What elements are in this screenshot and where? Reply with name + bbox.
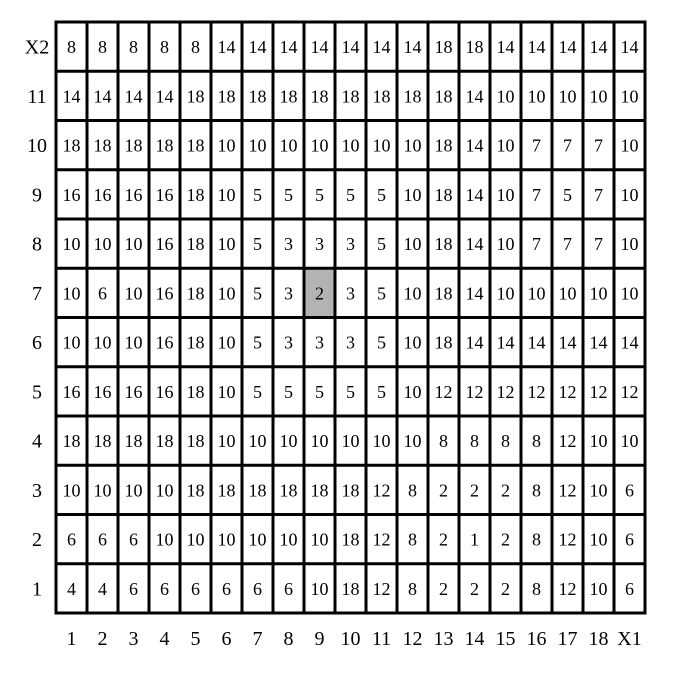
grid-cell-value: 18 — [341, 529, 360, 550]
grid-cell-value: 14 — [310, 37, 329, 58]
grid-cell-value: 10 — [93, 332, 112, 353]
column-label: 11 — [371, 628, 392, 650]
grid-cell-value: 10 — [496, 135, 515, 156]
grid-cell-value: 18 — [434, 37, 453, 58]
grid-cell-value: 10 — [403, 234, 422, 255]
grid-cell-value: 10 — [620, 135, 639, 156]
grid-cell-value: 12 — [558, 381, 577, 402]
grid-cell-value: 18 — [186, 283, 205, 304]
grid-cell-value: 12 — [558, 529, 577, 550]
grid-cell-value: 8 — [408, 529, 417, 550]
grid-cell-value: 18 — [93, 431, 112, 452]
grid-cell-value: 5 — [377, 332, 386, 353]
grid-cell-value: 10 — [341, 135, 360, 156]
grid-cell-value: 10 — [403, 332, 422, 353]
grid-cell-value: 5 — [253, 283, 262, 304]
grid-cell-value: 18 — [341, 480, 360, 501]
grid-cell-value: 8 — [408, 578, 417, 599]
row-label: 7 — [32, 282, 42, 305]
grid-cell-value: 8 — [191, 37, 200, 58]
grid-cell-value: 7 — [594, 184, 603, 205]
grid-cell-value: 14 — [527, 37, 546, 58]
grid-cell-value: 10 — [527, 86, 546, 107]
grid-cell-value: 18 — [279, 480, 298, 501]
grid-cell-value: 14 — [589, 37, 608, 58]
grid-cell-value: 12 — [558, 480, 577, 501]
grid-cell-value: 16 — [155, 283, 174, 304]
grid-cell-value: 18 — [279, 86, 298, 107]
grid-cell-value: 8 — [532, 480, 541, 501]
grid-cell-value: 10 — [217, 184, 236, 205]
grid-cell-value: 12 — [558, 431, 577, 452]
grid-cell-value: 10 — [341, 431, 360, 452]
grid-cell-value: 2 — [470, 578, 479, 599]
grid-cell-value: 18 — [186, 381, 205, 402]
row-label: 6 — [32, 332, 42, 355]
grid-cell-value: 10 — [589, 480, 608, 501]
grid-cell-value: 12 — [372, 578, 391, 599]
column-label: 5 — [190, 628, 201, 650]
grid-cell-value: 6 — [98, 529, 107, 550]
grid-cell-value: 12 — [496, 381, 515, 402]
grid-cell-value: 8 — [408, 480, 417, 501]
grid-cell-value: 10 — [217, 283, 236, 304]
grid-cell-value: 14 — [558, 332, 577, 353]
grid-cell-value: 5 — [377, 283, 386, 304]
grid-cell-value: 5 — [253, 234, 262, 255]
grid-cell-value: 14 — [465, 86, 484, 107]
grid-cell-value: 18 — [186, 184, 205, 205]
grid-cell-value: 3 — [284, 332, 293, 353]
grid-cell-value: 10 — [589, 529, 608, 550]
grid-cell-value: 7 — [563, 135, 572, 156]
grid-cell-value: 14 — [248, 37, 267, 58]
grid-cell-value: 10 — [372, 135, 391, 156]
grid-cell-value: 18 — [341, 86, 360, 107]
grid-cell-value: 14 — [62, 86, 81, 107]
row-label: 9 — [32, 184, 42, 207]
grid-cell-value: 10 — [217, 234, 236, 255]
grid-cell-value: 10 — [217, 529, 236, 550]
grid-cell-value: 10 — [217, 381, 236, 402]
column-label: 18 — [588, 628, 609, 650]
grid-cell-value: 10 — [62, 480, 81, 501]
grid-cell-value: 10 — [527, 283, 546, 304]
grid-cell-value: 12 — [527, 381, 546, 402]
grid-cell-value: 6 — [129, 578, 138, 599]
column-label: 10 — [340, 628, 361, 650]
grid-cell-value: 18 — [434, 86, 453, 107]
grid-cell-value: 10 — [93, 480, 112, 501]
grid-cell-value: 4 — [67, 578, 76, 599]
column-label: 17 — [557, 628, 578, 650]
grid-cell-value: 14 — [403, 37, 422, 58]
grid-cell-value: 2 — [501, 529, 510, 550]
grid-cell-value: 10 — [403, 381, 422, 402]
grid-cell-value: 10 — [124, 332, 143, 353]
grid-cell-value: 6 — [129, 529, 138, 550]
row-label: 2 — [32, 529, 42, 552]
grid-cell-value: 7 — [532, 234, 541, 255]
grid-cell-value: 14 — [465, 283, 484, 304]
grid-cell-value: 10 — [496, 86, 515, 107]
grid-cell-value: 10 — [496, 184, 515, 205]
column-label: 16 — [526, 628, 547, 650]
grid-cell-value: 6 — [625, 578, 634, 599]
grid-cell-value: 3 — [315, 332, 324, 353]
grid-cell-value: 6 — [253, 578, 262, 599]
grid-cell-value: 18 — [434, 332, 453, 353]
grid-cell-value: 12 — [589, 381, 608, 402]
grid-cell-value: 10 — [310, 135, 329, 156]
grid-cell-value: 10 — [372, 431, 391, 452]
grid-cell-value: 10 — [62, 234, 81, 255]
grid-cell-value: 5 — [377, 184, 386, 205]
grid-cell-value: 14 — [279, 37, 298, 58]
grid-cell-value: 18 — [248, 86, 267, 107]
grid-cell-value: 10 — [93, 234, 112, 255]
grid-cell-value: 10 — [248, 135, 267, 156]
grid-cell-value: 14 — [372, 37, 391, 58]
grid-cell-value: 2 — [439, 578, 448, 599]
grid-cell-value: 14 — [620, 332, 639, 353]
grid-cell-value: 3 — [346, 332, 355, 353]
grid-cell-value: 14 — [341, 37, 360, 58]
grid-cell-value: 2 — [470, 480, 479, 501]
grid-cell-value: 6 — [222, 578, 231, 599]
row-label: 4 — [32, 430, 42, 453]
grid-cell-value: 16 — [93, 184, 112, 205]
grid-cell-value: 18 — [248, 480, 267, 501]
grid-cell-value: 14 — [465, 234, 484, 255]
grid-cell-value: 12 — [558, 578, 577, 599]
grid-cell-value: 3 — [346, 234, 355, 255]
grid-cell-value: 5 — [377, 381, 386, 402]
grid-cell-value: 7 — [563, 234, 572, 255]
row-label: X2 — [24, 36, 50, 59]
grid-cell-value: 18 — [434, 184, 453, 205]
grid-cell-value: 14 — [465, 332, 484, 353]
column-label: 6 — [221, 628, 232, 650]
grid-cell-value: 16 — [155, 184, 174, 205]
grid-cell-value: 18 — [372, 86, 391, 107]
grid-cell-value: 8 — [160, 37, 169, 58]
grid-cell-value: 10 — [403, 283, 422, 304]
grid-cell-value: 10 — [403, 184, 422, 205]
grid-cell-value: 10 — [279, 135, 298, 156]
grid-cell-value: 8 — [501, 431, 510, 452]
grid-cell-value: 2 — [501, 480, 510, 501]
grid-cell-value: 18 — [186, 480, 205, 501]
grid-cell-value: 5 — [346, 381, 355, 402]
grid-cell-value: 5 — [284, 184, 293, 205]
row-label: 10 — [27, 135, 47, 158]
grid-cell-value: 18 — [186, 332, 205, 353]
column-label: 1 — [66, 628, 77, 650]
grid-cell-value: 14 — [155, 86, 174, 107]
grid-cell-value: 10 — [310, 529, 329, 550]
grid-cell-value: 6 — [98, 283, 107, 304]
grid-cell-value: 10 — [279, 529, 298, 550]
grid-cell-value: 12 — [372, 529, 391, 550]
grid-cell-value: 8 — [532, 578, 541, 599]
grid-cell-value: 16 — [62, 381, 81, 402]
grid-cell-value: 14 — [465, 184, 484, 205]
grid-cell-value: 5 — [253, 332, 262, 353]
column-labels — [67, 628, 642, 650]
grid-cell-value: 10 — [589, 86, 608, 107]
grid-cell-value: 10 — [62, 332, 81, 353]
grid-cell-value: 5 — [253, 184, 262, 205]
grid-cell-value: 7 — [594, 234, 603, 255]
grid-cell-value: 6 — [67, 529, 76, 550]
grid-cell-value: 10 — [217, 135, 236, 156]
row-labels — [25, 37, 49, 601]
grid-cell-value: 18 — [217, 86, 236, 107]
column-label: 3 — [128, 628, 139, 650]
grid-cell-value: 10 — [248, 529, 267, 550]
grid-cell-value: 18 — [434, 283, 453, 304]
grid-cell-value: 8 — [67, 37, 76, 58]
grid-cell-value: 16 — [124, 184, 143, 205]
grid-cell-value: 14 — [558, 37, 577, 58]
column-label: 8 — [283, 628, 294, 650]
grid-cell-value: 18 — [186, 86, 205, 107]
grid-cell-value: 6 — [625, 529, 634, 550]
grid-cell-value: 18 — [62, 431, 81, 452]
grid-cell-value: 14 — [496, 332, 515, 353]
grid-cell-value: 6 — [191, 578, 200, 599]
grid-cell-value: 18 — [93, 135, 112, 156]
column-label: 9 — [314, 628, 325, 650]
grid-cell-value: 10 — [279, 431, 298, 452]
grid-cell-value: 14 — [465, 135, 484, 156]
grid-cell-value: 16 — [93, 381, 112, 402]
column-label: 7 — [252, 628, 263, 650]
grid-cell-value: 10 — [589, 431, 608, 452]
grid-cell-value: 6 — [284, 578, 293, 599]
grid-cell-value: 6 — [625, 480, 634, 501]
grid-cell-value: 5 — [563, 184, 572, 205]
grid-cell-value: 10 — [186, 529, 205, 550]
grid-cell-value: 12 — [620, 381, 639, 402]
grid-cell-value: 10 — [620, 431, 639, 452]
grid-cell-value: 10 — [403, 431, 422, 452]
grid-cell-value: 8 — [129, 37, 138, 58]
grid-cell-value: 5 — [315, 381, 324, 402]
grid-cell-value: 12 — [465, 381, 484, 402]
column-label: 12 — [402, 628, 423, 650]
grid-lines — [56, 22, 645, 613]
grid-cell-value: 18 — [310, 86, 329, 107]
column-label: 2 — [97, 628, 108, 650]
grid-cell-value: 18 — [434, 234, 453, 255]
grid-cell-value: 18 — [310, 480, 329, 501]
row-label: 1 — [32, 578, 42, 601]
grid-cell-value: 16 — [155, 332, 174, 353]
grid-cell-value: 10 — [124, 234, 143, 255]
grid-cell-value: 3 — [346, 283, 355, 304]
grid-cell-value: 7 — [594, 135, 603, 156]
column-label: 4 — [159, 628, 170, 650]
grid-cell-value: 10 — [155, 480, 174, 501]
grid-cell-value: 18 — [341, 578, 360, 599]
grid-cell-value: 10 — [589, 578, 608, 599]
grid-cell-value: 7 — [532, 135, 541, 156]
grid-cell-value: 14 — [217, 37, 236, 58]
grid-cell-value: 5 — [284, 381, 293, 402]
column-label: 15 — [495, 628, 516, 650]
grid-cell-value: 10 — [124, 283, 143, 304]
column-label: X1 — [617, 628, 642, 650]
grid-cell-value: 14 — [124, 86, 143, 107]
grid-cell-value: 10 — [496, 283, 515, 304]
grid-cell-value: 14 — [93, 86, 112, 107]
grid-cell-value: 4 — [98, 578, 107, 599]
grid-cell-value: 14 — [527, 332, 546, 353]
grid-cell-value: 5 — [346, 184, 355, 205]
grid-cell-value: 12 — [372, 480, 391, 501]
row-label: 3 — [32, 479, 42, 502]
grid-cell-value: 10 — [620, 184, 639, 205]
grid-cell-value: 10 — [217, 431, 236, 452]
grid-cell-value: 18 — [155, 431, 174, 452]
grid-cell-value: 10 — [558, 86, 577, 107]
grid-cell-value: 5 — [377, 234, 386, 255]
grid-cell-value: 1 — [470, 529, 479, 550]
grid-cell-value: 3 — [284, 234, 293, 255]
grid-cell-value: 8 — [532, 431, 541, 452]
grid-cell-value: 10 — [620, 234, 639, 255]
row-label: 11 — [27, 85, 47, 108]
grid-cell-value: 18 — [465, 37, 484, 58]
grid-cell-value: 16 — [155, 381, 174, 402]
grid-cell-value: 2 — [315, 283, 324, 304]
row-label: 5 — [32, 381, 42, 404]
row-label: 8 — [32, 233, 42, 256]
grid-cell-value: 2 — [439, 480, 448, 501]
column-label: 14 — [464, 628, 485, 650]
grid-cell-value: 10 — [62, 283, 81, 304]
grid-cell-value: 18 — [155, 135, 174, 156]
grid-cell-value: 16 — [124, 381, 143, 402]
grid-cell-value: 5 — [315, 184, 324, 205]
grid-cell-value: 18 — [62, 135, 81, 156]
grid-cell-value: 2 — [501, 578, 510, 599]
grid-cell-value: 8 — [98, 37, 107, 58]
grid-cell-value: 2 — [439, 529, 448, 550]
grid-cell-value: 18 — [186, 135, 205, 156]
grid-cell-value: 3 — [284, 283, 293, 304]
grid-cell-value: 10 — [403, 135, 422, 156]
grid-cell-value: 18 — [124, 431, 143, 452]
grid-cell-value: 14 — [496, 37, 515, 58]
grid-cell-value: 12 — [434, 381, 453, 402]
grid-cell-value: 10 — [310, 578, 329, 599]
column-label: 13 — [433, 628, 454, 650]
grid-cell-value: 5 — [253, 381, 262, 402]
grid-cell-value: 16 — [62, 184, 81, 205]
grid-cell-value: 10 — [248, 431, 267, 452]
grid-cell-value: 10 — [620, 86, 639, 107]
grid-cell-value: 14 — [620, 37, 639, 58]
grid-cell-value: 18 — [124, 135, 143, 156]
grid-cell-value: 10 — [217, 332, 236, 353]
grid-cell-value: 8 — [439, 431, 448, 452]
grid-cell-value: 18 — [186, 431, 205, 452]
grid-cell-value: 10 — [310, 431, 329, 452]
grid-cell-value: 10 — [558, 283, 577, 304]
grid-cell-value: 16 — [155, 234, 174, 255]
grid-cell-value: 7 — [532, 184, 541, 205]
grid-cell-value: 8 — [470, 431, 479, 452]
grid-cell-value: 10 — [496, 234, 515, 255]
grid-cell-value: 18 — [186, 234, 205, 255]
grid-cell-value: 6 — [160, 578, 169, 599]
grid-cell-value: 18 — [403, 86, 422, 107]
grid-cell-value: 10 — [124, 480, 143, 501]
grid-cell-value: 8 — [532, 529, 541, 550]
grid-cell-value: 14 — [589, 332, 608, 353]
grid-cell-value: 10 — [589, 283, 608, 304]
grid-cell-value: 10 — [155, 529, 174, 550]
grid-cell-value: 18 — [217, 480, 236, 501]
grid-cell-value: 3 — [315, 234, 324, 255]
grid-cell-value: 18 — [434, 135, 453, 156]
grid-cell-value: 10 — [620, 283, 639, 304]
